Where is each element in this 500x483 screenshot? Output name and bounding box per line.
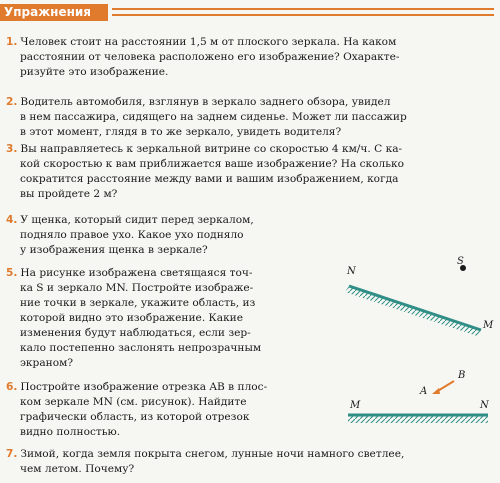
section-header xyxy=(0,0,500,26)
problem-text-line: в нем пассажира, сидящего на заднем сиденье. Может ли пассажир xyxy=(20,111,407,123)
problem-3 xyxy=(6,142,404,202)
problem-text-line: видно полностью. xyxy=(20,426,121,438)
problem-text-line: Водитель автомобиля, взглянув в зеркало заднего обзора, увидел xyxy=(20,96,391,108)
mirror-hatching xyxy=(348,416,488,423)
problem-number: 6. xyxy=(6,381,18,393)
problem-text-line: Постройте изображение отрезка AB в плос- xyxy=(20,381,268,393)
problem-text-line: кало постепенно заслонять непрозрачным xyxy=(20,342,262,354)
problem-text-line: На рисунке изображена светящаяся точ- xyxy=(20,267,253,279)
problem-text-line: чем летом. Почему? xyxy=(20,463,135,475)
label-s: S xyxy=(457,256,464,267)
figure-6-mirror-diagram xyxy=(340,364,495,434)
problem-text-line: кой скоростью к вам приближается ваше изображение? На сколько xyxy=(20,158,405,170)
header-rule xyxy=(112,8,494,10)
label-a: A xyxy=(420,386,428,397)
segment-ab-arrowhead xyxy=(432,388,440,394)
problem-text-line: сократится расстояние между вами и вашим изображением, когда xyxy=(20,173,399,185)
problem-number: 5. xyxy=(6,267,18,279)
problem-text-line: ком зеркале MN (см. рисунок). Найдите xyxy=(20,396,247,408)
problem-text-line: графически область, из которой отрезок xyxy=(20,411,250,423)
problem-5 xyxy=(6,266,261,371)
problem-1 xyxy=(6,35,399,80)
problem-number: 4. xyxy=(6,214,18,226)
figure-5-mirror-diagram xyxy=(335,256,495,346)
problem-6 xyxy=(6,380,267,440)
problem-text-line: Вы направляетесь к зеркальной витрине со скоростью 4 км/ч. С ка- xyxy=(20,143,403,155)
problem-7 xyxy=(6,447,404,477)
problem-text-line: ние точки в зеркале, укажите область, из xyxy=(20,297,256,309)
problem-text-line: вы пройдете 2 м? xyxy=(20,188,118,200)
problem-text-line: ризуйте это изображение. xyxy=(20,66,169,78)
problem-text-line: расстоянии от человека расположено его изображение? Охаракте- xyxy=(20,51,400,63)
problem-text-line: у изображения щенка в зеркале? xyxy=(20,244,208,256)
label-m: M xyxy=(350,400,361,411)
mirror-mn xyxy=(349,286,481,330)
problem-number: 7. xyxy=(6,448,18,460)
label-n: N xyxy=(347,266,356,277)
label-b: B xyxy=(458,370,466,381)
problem-text-line: ка S и зеркало MN. Постройте изображе- xyxy=(20,282,254,294)
problem-text-line: У щенка, который сидит перед зеркалом, xyxy=(20,214,254,226)
problem-text-line: экраном? xyxy=(20,357,74,369)
section-title: Упражнения xyxy=(0,4,108,21)
problem-text-line: Человек стоит на расстоянии 1,5 м от плоского зеркала. На каком xyxy=(20,36,397,48)
problem-text-line: в этот момент, глядя в то же зеркало, увидеть водителя? xyxy=(20,126,342,138)
problem-4 xyxy=(6,213,254,258)
mirror-hatching xyxy=(345,286,481,336)
problem-text-line: изменения будут наблюдаться, если зер- xyxy=(20,327,251,339)
problem-text-line: которой видно это изображение. Какие xyxy=(20,312,244,324)
problem-number: 3. xyxy=(6,143,18,155)
problem-number: 1. xyxy=(6,36,18,48)
problem-text-line: Зимой, когда земля покрыта снегом, лунные ночи намного светлее, xyxy=(20,448,405,460)
problem-2 xyxy=(6,95,407,140)
problem-number: 2. xyxy=(6,96,18,108)
problem-text-line: подняло правое ухо. Какое ухо подняло xyxy=(20,229,244,241)
label-m: M xyxy=(483,320,494,331)
label-n: N xyxy=(480,400,489,411)
header-rule xyxy=(112,14,494,16)
